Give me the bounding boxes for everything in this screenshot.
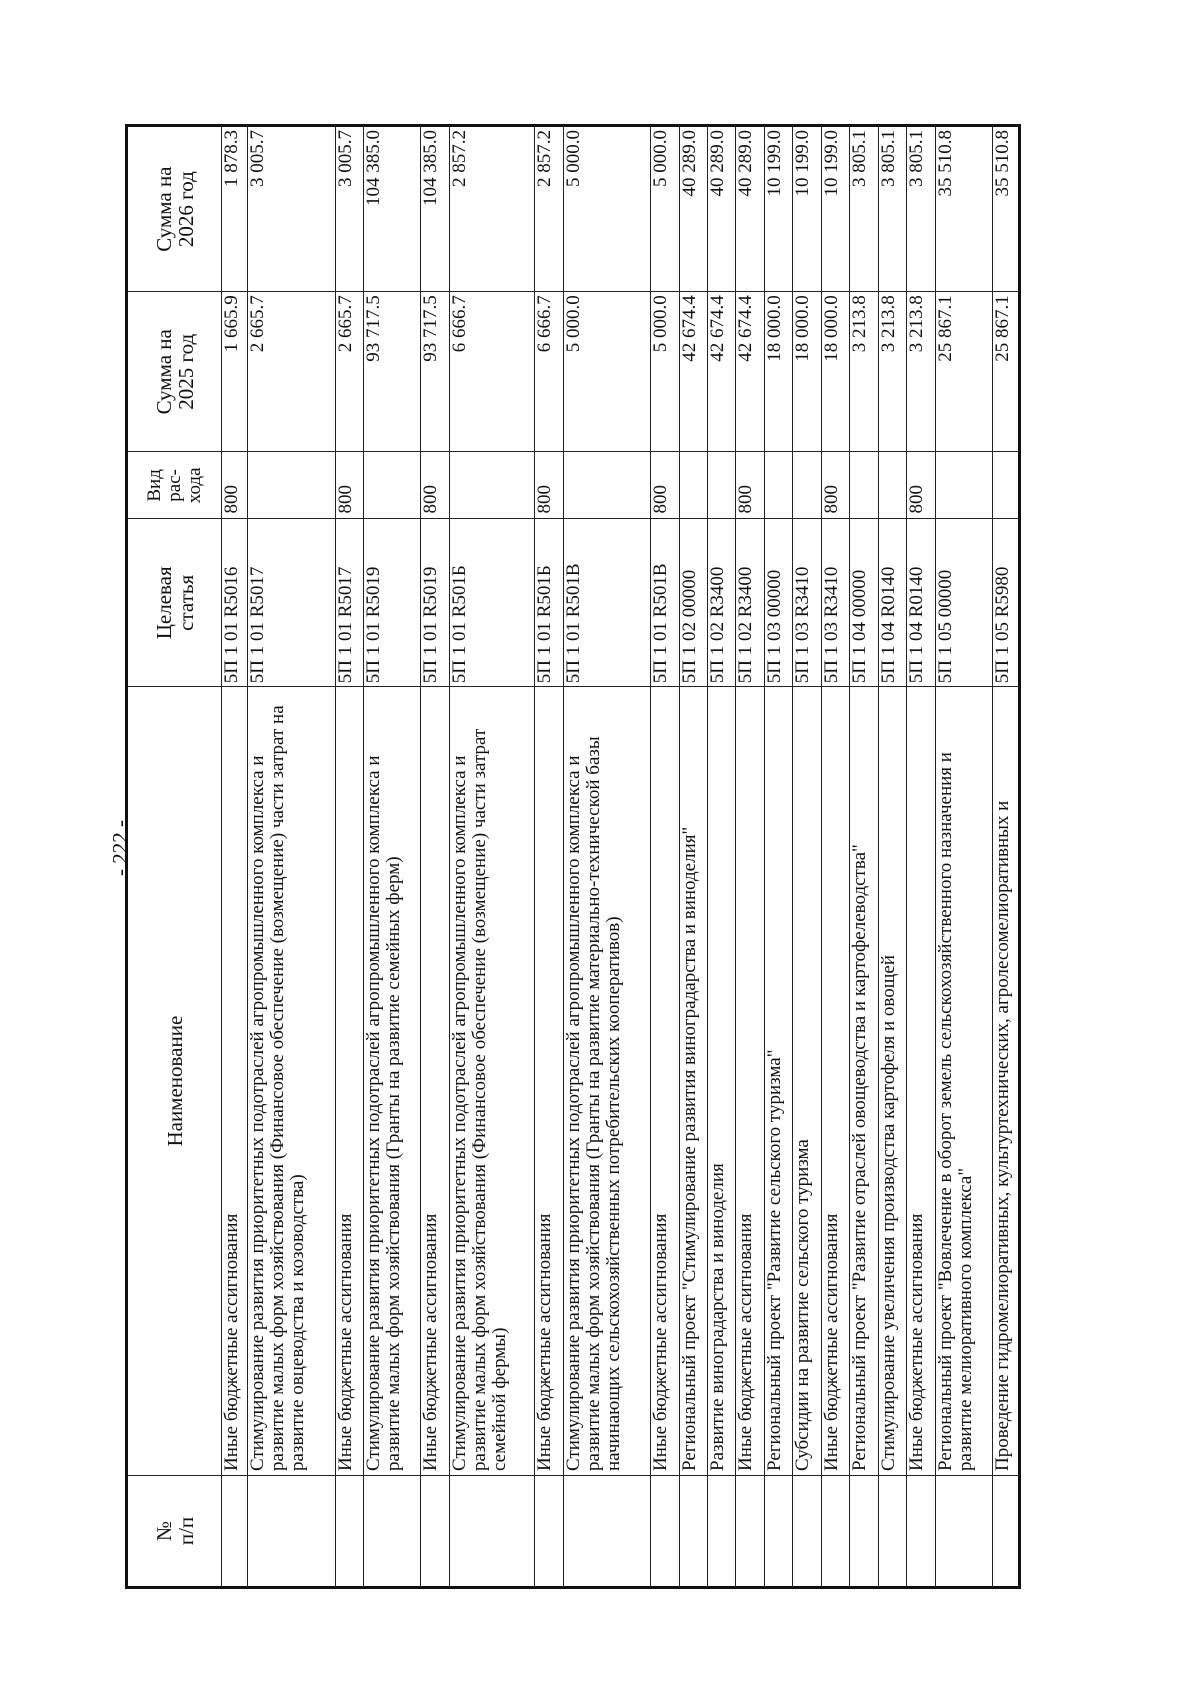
row-target-cell: 5П 1 01 R501Б [535, 519, 563, 687]
row-name-cell: Субсидии на развитие сельского туризма [793, 687, 821, 1476]
row-target-cell: 5П 1 01 R501Б [449, 519, 534, 687]
row-name-cell: Стимулирование развития приоритетных подотраслей агропромышленного комплекса и развитие малых форм хозяйствования (Гранты на развитие семейных ферм) [364, 687, 421, 1476]
table-header-row [128, 127, 222, 1587]
table-row [793, 127, 821, 1587]
row-num-cell [736, 1475, 764, 1586]
row-sum-2026-cell: 10 199.0 [821, 127, 849, 292]
row-sum-2025-cell: 1 665.9 [222, 292, 248, 452]
row-target-cell: 5П 1 05 R5980 [992, 519, 1018, 687]
row-kind-cell [708, 452, 736, 519]
row-target-cell: 5П 1 01 R5019 [364, 519, 421, 687]
row-num-cell [821, 1475, 849, 1586]
row-name-cell: Проведение гидромелиоративных, культуртехнических, агролесомелиоративных и [992, 687, 1018, 1476]
budget-table [127, 126, 1019, 1587]
row-sum-2026-cell: 3 805.1 [907, 127, 935, 292]
row-kind-cell [563, 452, 651, 519]
row-sum-2025-cell: 5 000.0 [651, 292, 679, 452]
header-name: Наименование [128, 687, 222, 1476]
row-kind-cell: 800 [335, 452, 363, 519]
row-num-cell [907, 1475, 935, 1586]
table-row [764, 127, 792, 1587]
row-target-cell: 5П 1 01 R5016 [222, 519, 248, 687]
row-target-cell: 5П 1 05 00000 [935, 519, 992, 687]
row-sum-2026-cell: 5 000.0 [651, 127, 679, 292]
row-sum-2025-cell: 42 674.4 [736, 292, 764, 452]
row-target-cell: 5П 1 01 R501В [563, 519, 651, 687]
row-sum-2025-cell: 18 000.0 [764, 292, 792, 452]
row-num-cell [793, 1475, 821, 1586]
row-sum-2025-cell: 6 666.7 [449, 292, 534, 452]
row-num-cell [679, 1475, 707, 1586]
table-row [935, 127, 992, 1587]
row-sum-2026-cell: 3 005.7 [335, 127, 363, 292]
table-row [736, 127, 764, 1587]
table-row [563, 127, 651, 1587]
row-name-cell: Региональный проект "Стимулирование развития виноградарства и виноделия" [679, 687, 707, 1476]
row-sum-2026-cell: 35 510.8 [992, 127, 1018, 292]
row-num-cell [850, 1475, 878, 1586]
row-kind-cell [878, 452, 906, 519]
row-sum-2026-cell: 40 289.0 [736, 127, 764, 292]
budget-table-container [127, 126, 1019, 1587]
row-sum-2025-cell: 2 665.7 [335, 292, 363, 452]
row-name-cell: Стимулирование развития приоритетных подотраслей агропромышленного комплекса и развитие малых форм хозяйствования (Финансовое обеспечение (возмещение) части затрат на развитие овцеводства и козоводства) [248, 687, 336, 1476]
row-name-cell: Региональный проект "Развитие отраслей овощеводства и картофелеводства" [850, 687, 878, 1476]
row-kind-cell [248, 452, 336, 519]
row-sum-2026-cell: 3 805.1 [850, 127, 878, 292]
row-name-cell: Иные бюджетные ассигнования [421, 687, 449, 1476]
row-sum-2026-cell: 1 878.3 [222, 127, 248, 292]
table-row [421, 127, 449, 1587]
row-num-cell [764, 1475, 792, 1586]
row-name-cell: Развитие виноградарства и виноделия [708, 687, 736, 1476]
row-target-cell: 5П 1 02 R3400 [736, 519, 764, 687]
header-target: Целевая статья [128, 519, 222, 687]
row-sum-2026-cell: 104 385.0 [364, 127, 421, 292]
row-sum-2026-cell: 3 805.1 [878, 127, 906, 292]
row-name-cell: Иные бюджетные ассигнования [736, 687, 764, 1476]
row-kind-cell [764, 452, 792, 519]
row-name-cell: Стимулирование развития приоритетных подотраслей агропромышленного комплекса и развитие малых форм хозяйствования (Гранты на развитие материально-технической базы начинающих сельскохозяйственных потребительских кооперативов) [563, 687, 651, 1476]
row-num-cell [992, 1475, 1018, 1586]
row-sum-2025-cell: 42 674.4 [679, 292, 707, 452]
row-name-cell: Стимулирование развития приоритетных подотраслей агропромышленного комплекса и развитие малых форм хозяйствования (Финансовое обеспечение (возмещение) части затрат семейной фермы) [449, 687, 534, 1476]
row-sum-2025-cell: 3 213.8 [878, 292, 906, 452]
table-row [535, 127, 563, 1587]
row-name-cell: Стимулирование увеличения производства картофеля и овощей [878, 687, 906, 1476]
row-num-cell [935, 1475, 992, 1586]
table-row [992, 127, 1018, 1587]
row-num-cell [563, 1475, 651, 1586]
row-name-cell: Региональный проект "Развитие сельского туризма" [764, 687, 792, 1476]
row-kind-cell: 800 [222, 452, 248, 519]
table-row [850, 127, 878, 1587]
row-name-cell: Региональный проект "Вовлечение в оборот земель сельскохозяйственного назначения и развитие мелиоративного комплекса" [935, 687, 992, 1476]
table-row [364, 127, 421, 1587]
row-sum-2025-cell: 3 213.8 [850, 292, 878, 452]
row-target-cell: 5П 1 04 R0140 [907, 519, 935, 687]
row-target-cell: 5П 1 03 R3410 [793, 519, 821, 687]
row-target-cell: 5П 1 01 R501В [651, 519, 679, 687]
row-num-cell [421, 1475, 449, 1586]
row-sum-2026-cell: 5 000.0 [563, 127, 651, 292]
row-target-cell: 5П 1 01 R5019 [421, 519, 449, 687]
row-sum-2025-cell: 18 000.0 [821, 292, 849, 452]
row-name-cell: Иные бюджетные ассигнования [535, 687, 563, 1476]
row-num-cell [708, 1475, 736, 1586]
row-kind-cell: 800 [651, 452, 679, 519]
row-kind-cell [992, 452, 1018, 519]
row-target-cell: 5П 1 01 R5017 [335, 519, 363, 687]
table-row [248, 127, 336, 1587]
row-sum-2026-cell: 10 199.0 [793, 127, 821, 292]
row-name-cell: Иные бюджетные ассигнования [907, 687, 935, 1476]
row-sum-2025-cell: 25 867.1 [992, 292, 1018, 452]
row-kind-cell: 800 [821, 452, 849, 519]
table-row [449, 127, 534, 1587]
row-target-cell: 5П 1 01 R5017 [248, 519, 336, 687]
row-num-cell [248, 1475, 336, 1586]
header-kind: Вид рас- хода [128, 452, 222, 519]
table-row [821, 127, 849, 1587]
header-sum-2025: Сумма на 2025 год [128, 292, 222, 452]
row-sum-2026-cell: 40 289.0 [679, 127, 707, 292]
row-kind-cell: 800 [907, 452, 935, 519]
row-name-cell: Иные бюджетные ассигнования [222, 687, 248, 1476]
row-sum-2026-cell: 40 289.0 [708, 127, 736, 292]
row-kind-cell [449, 452, 534, 519]
row-sum-2025-cell: 3 213.8 [907, 292, 935, 452]
row-kind-cell [850, 452, 878, 519]
row-target-cell: 5П 1 03 00000 [764, 519, 792, 687]
row-target-cell: 5П 1 03 R3410 [821, 519, 849, 687]
row-kind-cell [364, 452, 421, 519]
table-row [878, 127, 906, 1587]
row-sum-2026-cell: 10 199.0 [764, 127, 792, 292]
table-body [222, 127, 1019, 1587]
row-sum-2025-cell: 93 717.5 [364, 292, 421, 452]
table-row [222, 127, 248, 1587]
row-sum-2026-cell: 35 510.8 [935, 127, 992, 292]
row-num-cell [449, 1475, 534, 1586]
row-sum-2025-cell: 5 000.0 [563, 292, 651, 452]
row-kind-cell [793, 452, 821, 519]
row-sum-2026-cell: 3 005.7 [248, 127, 336, 292]
row-kind-cell: 800 [736, 452, 764, 519]
row-num-cell [222, 1475, 248, 1586]
row-num-cell [878, 1475, 906, 1586]
row-num-cell [335, 1475, 363, 1586]
row-num-cell [535, 1475, 563, 1586]
row-target-cell: 5П 1 02 00000 [679, 519, 707, 687]
row-kind-cell [935, 452, 992, 519]
row-sum-2025-cell: 93 717.5 [421, 292, 449, 452]
table-row [335, 127, 363, 1587]
table-row [651, 127, 679, 1587]
row-num-cell [651, 1475, 679, 1586]
row-sum-2026-cell: 2 857.2 [535, 127, 563, 292]
row-kind-cell [679, 452, 707, 519]
row-kind-cell: 800 [421, 452, 449, 519]
row-target-cell: 5П 1 04 00000 [850, 519, 878, 687]
row-sum-2026-cell: 104 385.0 [421, 127, 449, 292]
row-sum-2025-cell: 42 674.4 [708, 292, 736, 452]
row-target-cell: 5П 1 04 R0140 [878, 519, 906, 687]
row-num-cell [364, 1475, 421, 1586]
row-kind-cell: 800 [535, 452, 563, 519]
row-sum-2025-cell: 6 666.7 [535, 292, 563, 452]
row-name-cell: Иные бюджетные ассигнования [651, 687, 679, 1476]
row-sum-2025-cell: 2 665.7 [248, 292, 336, 452]
row-name-cell: Иные бюджетные ассигнования [821, 687, 849, 1476]
header-sum-2026: Сумма на 2026 год [128, 127, 222, 292]
table-row [907, 127, 935, 1587]
table-row [679, 127, 707, 1587]
table-row [708, 127, 736, 1587]
page-number: - 222 - [108, 820, 132, 876]
row-name-cell: Иные бюджетные ассигнования [335, 687, 363, 1476]
row-sum-2025-cell: 18 000.0 [793, 292, 821, 452]
row-sum-2025-cell: 25 867.1 [935, 292, 992, 452]
row-sum-2026-cell: 2 857.2 [449, 127, 534, 292]
row-target-cell: 5П 1 02 R3400 [708, 519, 736, 687]
header-num: № п/п [128, 1475, 222, 1586]
